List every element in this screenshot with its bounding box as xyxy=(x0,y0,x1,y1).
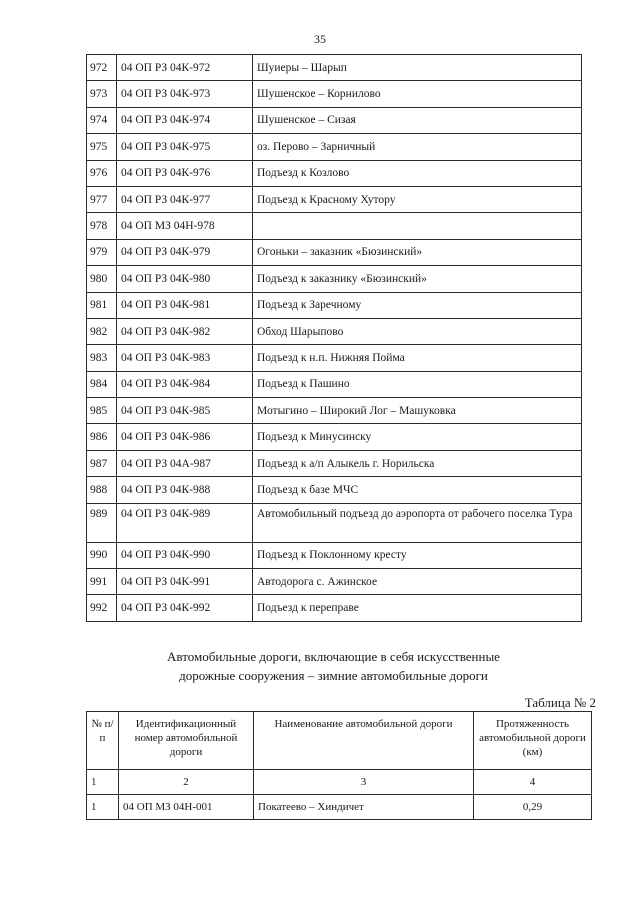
road-name: Подъезд к заказнику «Бюзинский» xyxy=(253,266,582,292)
row-number: 987 xyxy=(87,450,117,476)
road-id: 04 ОП МЗ 04Н-978 xyxy=(117,213,253,239)
winter-roads-table xyxy=(86,711,592,820)
row-number: 989 xyxy=(87,503,117,542)
section-heading xyxy=(86,647,581,685)
road-id: 04 ОП РЗ 04К-981 xyxy=(117,292,253,318)
road-name: Подъезд к Заречному xyxy=(253,292,582,318)
table-row xyxy=(87,569,582,595)
road-id: 04 ОП РЗ 04К-985 xyxy=(117,398,253,424)
table-row xyxy=(87,266,582,292)
page-number: 35 xyxy=(314,32,326,46)
header-road-name: Наименование автомобильной дороги xyxy=(254,712,474,770)
road-id: 04 ОП РЗ 04К-980 xyxy=(117,266,253,292)
road-id: 04 ОП РЗ 04К-976 xyxy=(117,160,253,186)
header-road-length: Протяженность автомобильной дороги (км) xyxy=(474,712,592,770)
road-name: Мотыгино – Широкий Лог – Машуковка xyxy=(253,398,582,424)
road-id: 04 ОП РЗ 04К-977 xyxy=(117,186,253,212)
table-row xyxy=(87,424,582,450)
table-row xyxy=(87,345,582,371)
road-id: 04 ОП РЗ 04К-975 xyxy=(117,134,253,160)
row-number: 984 xyxy=(87,371,117,397)
road-id: 04 ОП МЗ 04Н-001 xyxy=(119,795,254,820)
road-name: Покатеево – Хиндичет xyxy=(254,795,474,820)
header-road-id: Идентификационный номер автомобильной дороги xyxy=(119,712,254,770)
road-name: Подъезд к Поклонному кресту xyxy=(253,542,582,568)
road-id: 04 ОП РЗ 04К-979 xyxy=(117,239,253,265)
row-number: 990 xyxy=(87,542,117,568)
row-number: 981 xyxy=(87,292,117,318)
road-id: 04 ОП РЗ 04К-972 xyxy=(117,55,253,81)
header-num: № п/п xyxy=(87,712,119,770)
table-row xyxy=(87,450,582,476)
road-name: Подъезд к Красному Хутору xyxy=(253,186,582,212)
row-number: 976 xyxy=(87,160,117,186)
table-row xyxy=(87,292,582,318)
row-number: 972 xyxy=(87,55,117,81)
road-name: Обход Шарыпово xyxy=(253,318,582,344)
roads-table xyxy=(86,54,582,622)
road-length: 0,29 xyxy=(474,795,592,820)
road-name: Подъезд к переправе xyxy=(253,595,582,621)
table-row xyxy=(87,595,582,621)
table-row xyxy=(87,318,582,344)
row-number: 988 xyxy=(87,477,117,503)
road-id: 04 ОП РЗ 04К-992 xyxy=(117,595,253,621)
table-row xyxy=(87,477,582,503)
table-row xyxy=(87,371,582,397)
section-heading-line-1: Автомобильные дороги, включающие в себя искусственные xyxy=(167,649,500,664)
road-id: 04 ОП РЗ 04К-990 xyxy=(117,542,253,568)
road-id: 04 ОП РЗ 04К-983 xyxy=(117,345,253,371)
road-name: Подъезд к базе МЧС xyxy=(253,477,582,503)
section-heading-line-2: дорожные сооружения – зимние автомобильные дороги xyxy=(179,668,488,683)
road-id: 04 ОП РЗ 04К-986 xyxy=(117,424,253,450)
row-number: 986 xyxy=(87,424,117,450)
row-number: 979 xyxy=(87,239,117,265)
row-number: 982 xyxy=(87,318,117,344)
road-name: Подъезд к н.п. Нижняя Пойма xyxy=(253,345,582,371)
table-header-row xyxy=(87,712,592,770)
table-row xyxy=(87,795,592,820)
row-number: 977 xyxy=(87,186,117,212)
road-id: 04 ОП РЗ 04К-984 xyxy=(117,371,253,397)
road-id: 04 ОП РЗ 04К-974 xyxy=(117,107,253,133)
road-name: Подъезд к Козлово xyxy=(253,160,582,186)
row-number: 985 xyxy=(87,398,117,424)
road-name: Подъезд к Минусинску xyxy=(253,424,582,450)
row-number: 991 xyxy=(87,569,117,595)
table-row xyxy=(87,239,582,265)
row-number: 992 xyxy=(87,595,117,621)
row-number: 973 xyxy=(87,81,117,107)
table-row xyxy=(87,503,582,542)
table-caption: Таблица № 2 xyxy=(524,695,596,710)
table-row xyxy=(87,398,582,424)
row-number: 1 xyxy=(87,795,119,820)
row-number: 978 xyxy=(87,213,117,239)
row-number: 983 xyxy=(87,345,117,371)
table-row xyxy=(87,107,582,133)
road-name: Шушенское – Корнилово xyxy=(253,81,582,107)
road-name: оз. Перово – Зарничный xyxy=(253,134,582,160)
road-id: 04 ОП РЗ 04К-989 xyxy=(117,503,253,542)
road-name: Автомобильный подъезд до аэропорта от рабочего поселка Тура xyxy=(253,503,582,542)
road-name: Шушенское – Сизая xyxy=(253,107,582,133)
row-number: 975 xyxy=(87,134,117,160)
column-index: 2 xyxy=(119,770,254,795)
road-name: Огоньки – заказник «Бюзинский» xyxy=(253,239,582,265)
table-row xyxy=(87,542,582,568)
row-number: 974 xyxy=(87,107,117,133)
road-name xyxy=(253,213,582,239)
road-id: 04 ОП РЗ 04К-991 xyxy=(117,569,253,595)
table-row xyxy=(87,186,582,212)
road-name: Шуиеры – Шарып xyxy=(253,55,582,81)
column-index: 3 xyxy=(254,770,474,795)
road-name: Подъезд к а/п Алыкель г. Норильска xyxy=(253,450,582,476)
road-id: 04 ОП РЗ 04К-982 xyxy=(117,318,253,344)
table-row xyxy=(87,134,582,160)
road-id: 04 ОП РЗ 04К-988 xyxy=(117,477,253,503)
row-number: 980 xyxy=(87,266,117,292)
table-row xyxy=(87,81,582,107)
road-id: 04 ОП РЗ 04К-973 xyxy=(117,81,253,107)
column-index-row xyxy=(87,770,592,795)
column-index: 4 xyxy=(474,770,592,795)
table-row xyxy=(87,213,582,239)
table-row xyxy=(87,160,582,186)
road-id: 04 ОП РЗ 04А-987 xyxy=(117,450,253,476)
column-index: 1 xyxy=(87,770,119,795)
table-row xyxy=(87,55,582,81)
road-name: Автодорога с. Ажинское xyxy=(253,569,582,595)
road-name: Подъезд к Пашино xyxy=(253,371,582,397)
